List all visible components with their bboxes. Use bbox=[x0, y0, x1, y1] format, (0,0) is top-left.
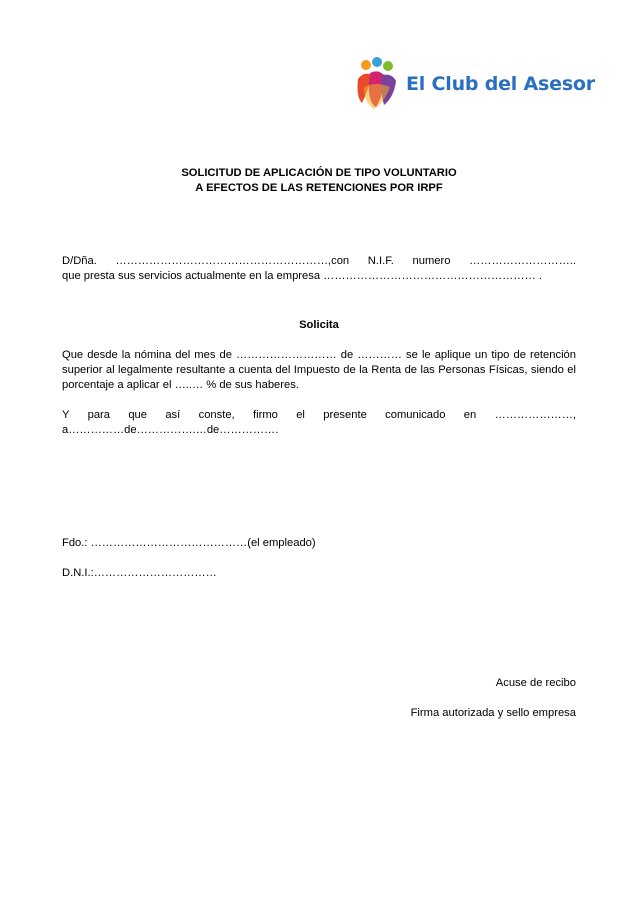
club-people-logo-icon bbox=[354, 57, 400, 111]
title-line-1: SOLICITUD DE APLICACIÓN DE TIPO VOLUNTARIO bbox=[181, 167, 457, 179]
closing-line-2: a……………de…………….…de……………. bbox=[62, 424, 279, 436]
solicita-heading: Solicita bbox=[299, 319, 339, 331]
signature-fdo: Fdo.: ……………………………………(el empleado) bbox=[62, 537, 316, 549]
request-paragraph: Que desde la nómina del mes de ……………………… de ………… se le aplique un tipo de retención superior al legalmente resultante a cuenta del Impuesto de la Renta de las Personas Físicas, siendo el porcentaje a aplicar el …..… % de sus haberes. bbox=[62, 349, 576, 391]
signature-dni: D.N.I.:…………………………… bbox=[62, 567, 217, 579]
receipt-signature: Firma autorizada y sello empresa bbox=[410, 707, 576, 719]
title-line-2: A EFECTOS DE LAS RETENCIONES POR IRPF bbox=[195, 182, 443, 194]
logo-text: El Club del Asesor bbox=[406, 73, 595, 95]
receipt-acknowledgement: Acuse de recibo bbox=[495, 677, 576, 689]
document-title bbox=[0, 166, 638, 196]
closing-line-1: Y para que así conste, firmo el presente comunicado en …………………, bbox=[62, 409, 576, 421]
logo bbox=[354, 57, 595, 111]
intro-line-1: D/Dña. …………………………………………………,con N.I.F. numero ……………………….. bbox=[62, 255, 576, 267]
intro-line-2: que presta sus servicios actualmente en la empresa ………………………………………………… . bbox=[62, 270, 542, 282]
